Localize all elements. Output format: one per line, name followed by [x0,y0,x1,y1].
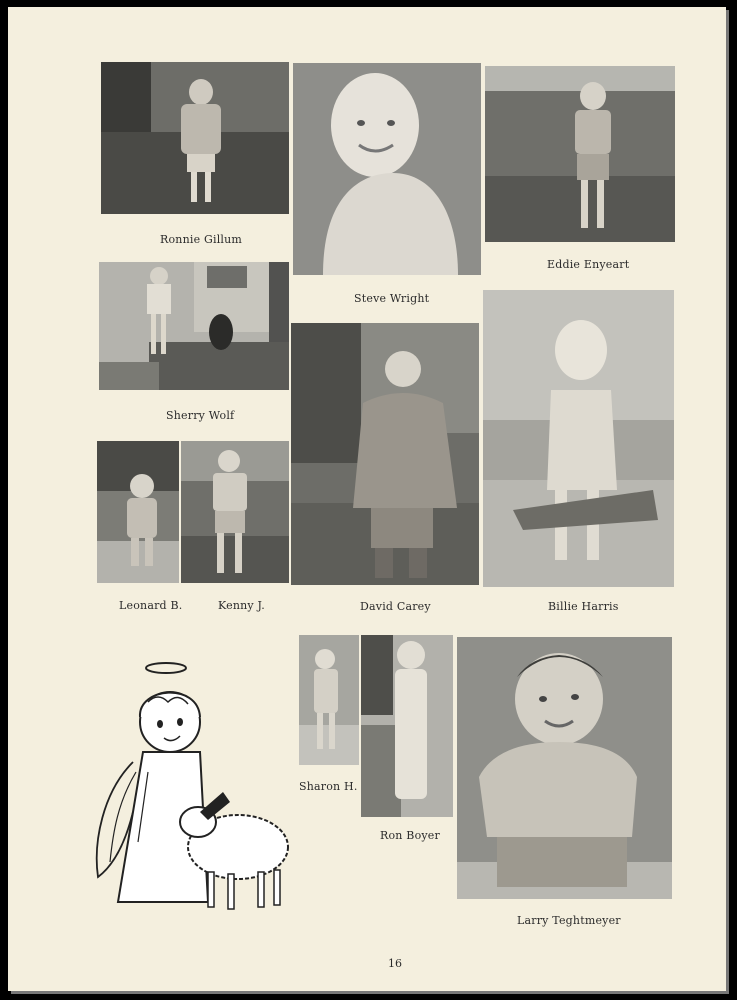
yearbook-page [8,7,726,991]
caption-ronnie-gillum: Ronnie Gillum [160,233,243,246]
caption-billie-harris: Billie Harris [548,600,619,613]
photo-ron-boyer [361,635,453,817]
caption-david-carey: David Carey [360,600,431,613]
photo-steve-wright [293,63,481,275]
photo-sherry-wolf [99,262,289,390]
page-number: 16 [388,957,402,970]
photo-billie-harris [483,290,674,587]
photo-larry-teghtmeyer [457,637,672,899]
caption-steve-wright: Steve Wright [354,292,430,305]
caption-leonard-b: Leonard B. [119,599,183,612]
caption-sherry-wolf: Sherry Wolf [166,409,235,422]
caption-kenny-j: Kenny J. [218,599,265,612]
angel-with-lamb-icon [88,662,308,917]
photo-david-carey [291,323,479,585]
photo-sharon-h [299,635,359,765]
photo-ronnie-gillum [101,62,289,214]
caption-ron-boyer: Ron Boyer [380,829,440,842]
photo-kenny-j [181,441,289,583]
caption-larry-teghtmeyer: Larry Teghtmeyer [517,914,621,927]
photo-eddie-enyeart [485,66,675,242]
caption-eddie-enyeart: Eddie Enyeart [547,258,630,271]
caption-sharon-h: Sharon H. [299,780,358,793]
photo-leonard-b [97,441,179,583]
